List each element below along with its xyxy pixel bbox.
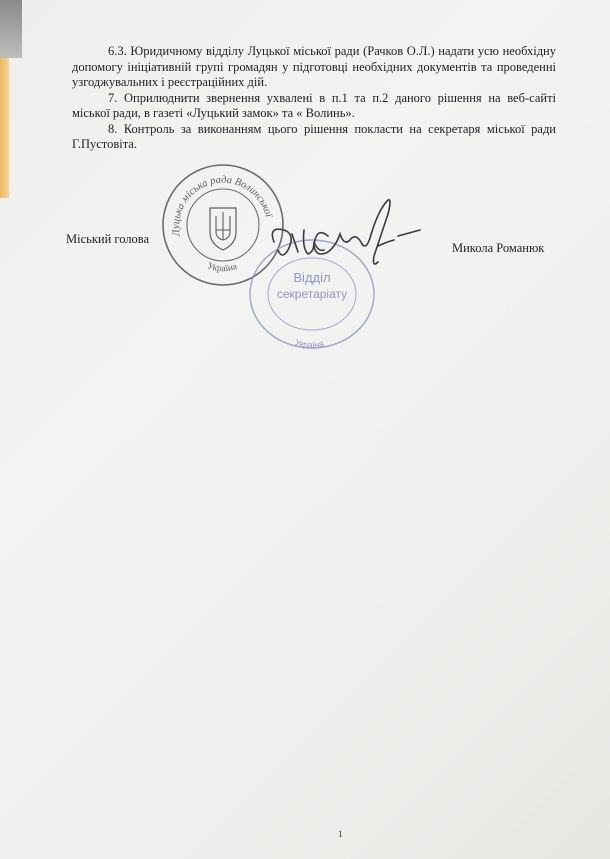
page-number: 1 <box>338 829 343 839</box>
paragraph-7: 7. Оприлюднити звернення ухвалені в п.1 та п.2 даного рішення на веб-сайті міської ради, в газеті «Луцький замок» та « Волинь». <box>72 90 556 120</box>
stamp-text-line1: Відділ <box>293 270 331 285</box>
seal-arc-text: Луцька міська рада Волинської <box>170 174 274 238</box>
stamp-bottom-text: Україна <box>293 336 325 350</box>
paragraph-6-3: 6.3. Юридичному відділу Луцької міської ради (Рачков О.Л.) надати усю необхідну допомогу ініціативній групі громадян у підготовці необхідних документів та проведенні узгоджувальних і реєстраційних дій. <box>72 44 556 89</box>
handwritten-signature-icon <box>270 190 440 280</box>
paragraph-8: 8. Контроль за виконанням цього рішення покласти на секретаря міської ради Г.Пустовіта. <box>72 121 556 151</box>
stamp-text-line2: секретаріату <box>276 287 348 301</box>
signature-position-label: Міський голова <box>66 232 150 246</box>
scan-shadow-corner <box>0 0 22 58</box>
signature-name: Микола Романюк <box>452 241 545 255</box>
seal-bottom-text: Україна <box>205 261 239 275</box>
body-text <box>72 44 556 153</box>
svg-text:Україна <box>294 337 325 350</box>
svg-text:Україна <box>206 261 239 274</box>
scan-edge-strip <box>0 58 9 198</box>
